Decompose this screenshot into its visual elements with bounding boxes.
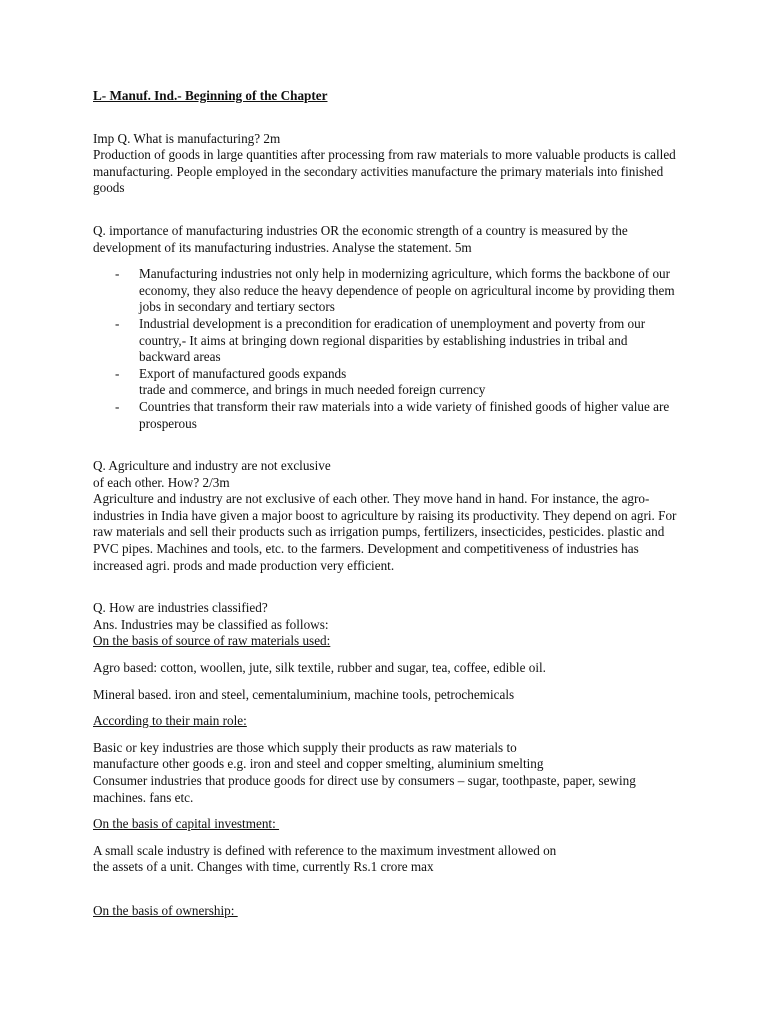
q3-question-line: of each other. How? 2/3m (93, 474, 230, 490)
agro-based-text: Agro based: cotton, woollen, jute, silk textile, rubber and sugar, tea, coffee, edible oil. (93, 660, 546, 676)
list-item: - Industrial development is a precondition for eradication of unemployment and poverty from our country,- It aims at bringing down regional disparities by establishing industries in tribal and backward areas (93, 316, 678, 366)
heading-ownership: On the basis of ownership: (93, 902, 238, 918)
list-item (93, 366, 678, 399)
q3-question-line: Q. Agriculture and industry are not exclusive (93, 458, 331, 474)
heading-main-role: According to their main role: (93, 713, 247, 729)
q1-answer: Production of goods in large quantities after processing from raw materials to more valuable products is called manufacturing. People employed in the secondary activities manufacture the primary materials into finished goods (93, 147, 676, 196)
basic-industries-line: manufacture other goods e.g. iron and steel and copper smelting, aluminium smelting (93, 756, 544, 772)
small-scale-line: the assets of a unit. Changes with time, currently Rs.1 crore max (93, 859, 434, 875)
chapter-title: L- Manuf. Ind.- Beginning of the Chapter (93, 88, 328, 103)
list-item: - Countries that transform their raw materials into a wide variety of finished goods of higher value are prosperous (93, 399, 678, 432)
q4-answer-intro: Ans. Industries may be classified as follows: (93, 616, 329, 632)
q1-question: Imp Q. What is manufacturing? 2m (93, 130, 281, 146)
heading-capital-investment: On the basis of capital investment: (93, 816, 280, 832)
list-item: - Manufacturing industries not only help in modernizing agriculture, which forms the backbone of our economy, they also reduce the heavy dependence of people on agricultural income by providing them jobs in secondary and tertiary sectors (93, 266, 678, 316)
q4-question: Q. How are industries classified? (93, 600, 268, 616)
list-item-line: Export of manufactured goods expands (139, 365, 347, 381)
document-page (93, 88, 678, 920)
q2-bullet-list (93, 266, 678, 432)
q3-answer: Agriculture and industry are not exclusive of each other. They move hand in hand. For instance, the agro-industries in India have given a major boost to agriculture by raising its productivity. They depend on agri. For raw materials and sell their products such as irrigation pumps, fertilizers, insecticides, pesticides. plastic and PVC pipes. Machines and tools, etc. to the farmers. Development and competitiveness of industries has increased agri. prods and made production very efficient. (93, 491, 677, 573)
q2-question: Q. importance of manufacturing industries OR the economic strength of a country is measured by the development of its manufacturing industries. Analyse the statement. 5m (93, 222, 628, 255)
small-scale-line: A small scale industry is defined with reference to the maximum investment allowed on (93, 842, 557, 858)
basic-industries-line: Basic or key industries are those which supply their products as raw materials to (93, 739, 517, 755)
consumer-industries-text: Consumer industries that produce goods for direct use by consumers – sugar, toothpaste, paper, sewing machines. fans etc. (93, 773, 636, 805)
heading-raw-materials: On the basis of source of raw materials used: (93, 633, 331, 649)
list-item-line: trade and commerce, and brings in much needed foreign currency (139, 382, 486, 398)
mineral-based-text: Mineral based. iron and steel, cementaluminium, machine tools, petrochemicals (93, 686, 515, 702)
